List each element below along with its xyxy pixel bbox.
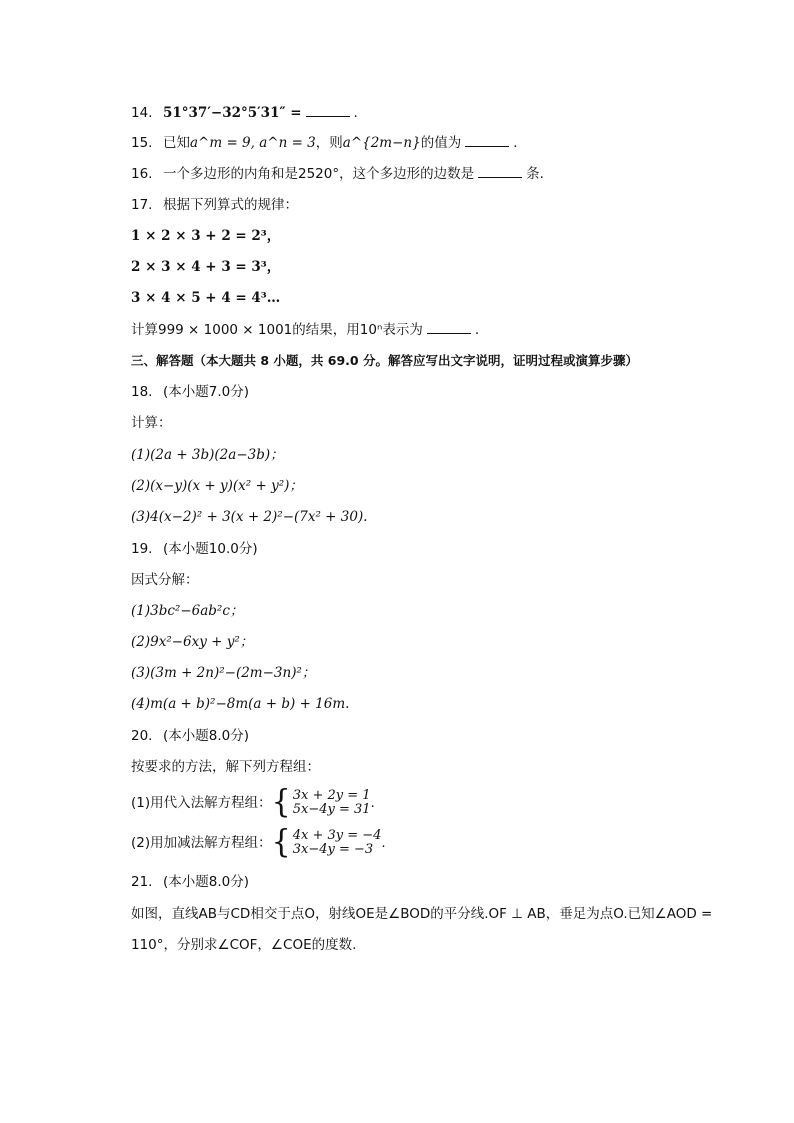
equation-system-1: (1)用代入法解方程组： { 3x + 2y = 1 5x−4y = 31 . xyxy=(131,784,375,821)
brace-system xyxy=(271,824,382,861)
question-text: 根据下列算式的规律： xyxy=(163,197,298,213)
question-end: . xyxy=(474,322,480,338)
answer-blank xyxy=(465,134,509,147)
question-expression: 51°37′−32°5′31″ = xyxy=(163,105,302,121)
question-14 xyxy=(131,104,358,122)
question-number: 15. xyxy=(131,135,153,151)
question-text: 的值为 xyxy=(420,135,462,151)
question-18 xyxy=(131,383,249,401)
question-text: 已知 xyxy=(163,135,190,151)
question-number: 14. xyxy=(131,105,153,121)
question-prompt: 因式分解： xyxy=(131,572,199,588)
question-text: 一个多边形的内角和是2520°，这个多边形的边数是 xyxy=(163,166,475,182)
question-17-calc xyxy=(131,321,479,339)
question-17 xyxy=(131,196,298,214)
equation-label: (2)用加减法解方程组： xyxy=(131,835,272,851)
question-16 xyxy=(131,165,544,183)
question-item: (2)9x²−6xy + y²； xyxy=(131,634,254,650)
question-end: 条. xyxy=(526,166,544,182)
answer-blank xyxy=(306,104,350,117)
question-number: 18. xyxy=(131,384,153,400)
question-item: (3)(3m + 2n)²−(2m−3n)²； xyxy=(131,665,316,681)
question-text: ，则 xyxy=(315,135,343,151)
pattern-line-3: 3 × 4 × 5 + 4 = 4³… xyxy=(131,290,281,306)
pattern-line-2: 2 × 3 × 4 + 3 = 3³， xyxy=(131,259,281,275)
brace-system xyxy=(271,784,371,821)
question-19 xyxy=(131,540,258,558)
question-prompt: 计算： xyxy=(131,415,172,431)
question-item: (1)(2a + 3b)(2a−3b)； xyxy=(131,447,284,463)
equation: 5x−4y = 31 xyxy=(292,802,371,817)
answer-blank xyxy=(478,165,522,178)
left-brace-icon: { xyxy=(271,784,291,821)
question-number: 19. xyxy=(131,541,153,557)
question-item: (4)m(a + b)²−8m(a + b) + 16m. xyxy=(131,696,350,712)
question-item: (2)(x−y)(x + y)(x² + y²)； xyxy=(131,478,303,494)
answer-blank xyxy=(427,321,471,334)
question-20 xyxy=(131,727,249,745)
question-text: 计算999 × 1000 × 1001的结果，用10ⁿ表示为 xyxy=(131,322,423,338)
equation-system-2: (2)用加减法解方程组： { 4x + 3y = −4 3x−4y = −3 . xyxy=(131,824,386,861)
question-score: (本小题8.0分) xyxy=(163,874,250,890)
question-prompt: 按要求的方法，解下列方程组： xyxy=(131,759,320,775)
question-number: 16. xyxy=(131,166,153,182)
question-number: 20. xyxy=(131,728,153,744)
question-number: 17. xyxy=(131,197,153,213)
question-text: 110°，分别求∠COF，∠COE的度数. xyxy=(131,937,357,953)
question-target: a^{2m−n} xyxy=(342,135,421,151)
equation: 3x + 2y = 1 xyxy=(292,788,371,803)
question-15 xyxy=(131,134,518,152)
question-end: . xyxy=(513,135,518,151)
question-item: (3)4(x−2)² + 3(x + 2)²−(7x² + 30). xyxy=(131,509,368,525)
question-end: . xyxy=(353,105,358,121)
pattern-line-1: 1 × 2 × 3 + 2 = 2³， xyxy=(131,228,281,244)
question-score: (本小题8.0分) xyxy=(163,728,250,744)
question-score: (本小题7.0分) xyxy=(163,384,250,400)
question-score: (本小题10.0分) xyxy=(163,541,258,557)
equation-label: (1)用代入法解方程组： xyxy=(131,795,272,811)
question-text: 如图，直线AB与CD相交于点O，射线OE是∠BOD的平分线.OF ⊥ AB，垂足为点O.已知∠AOD = xyxy=(131,906,713,922)
question-number: 21. xyxy=(131,874,153,890)
left-brace-icon: { xyxy=(271,824,291,861)
equation: 4x + 3y = −4 xyxy=(292,828,382,843)
question-21 xyxy=(131,873,249,891)
equation: 3x−4y = −3 xyxy=(292,842,374,857)
question-item: (1)3bc²−6ab²c； xyxy=(131,603,244,619)
section-heading: 三、解答题（本大题共 8 小题，共 69.0 分。解答应写出文字说明，证明过程或演算步骤） xyxy=(131,353,638,368)
question-expression: a^m = 9, a^n = 3 xyxy=(190,135,316,151)
